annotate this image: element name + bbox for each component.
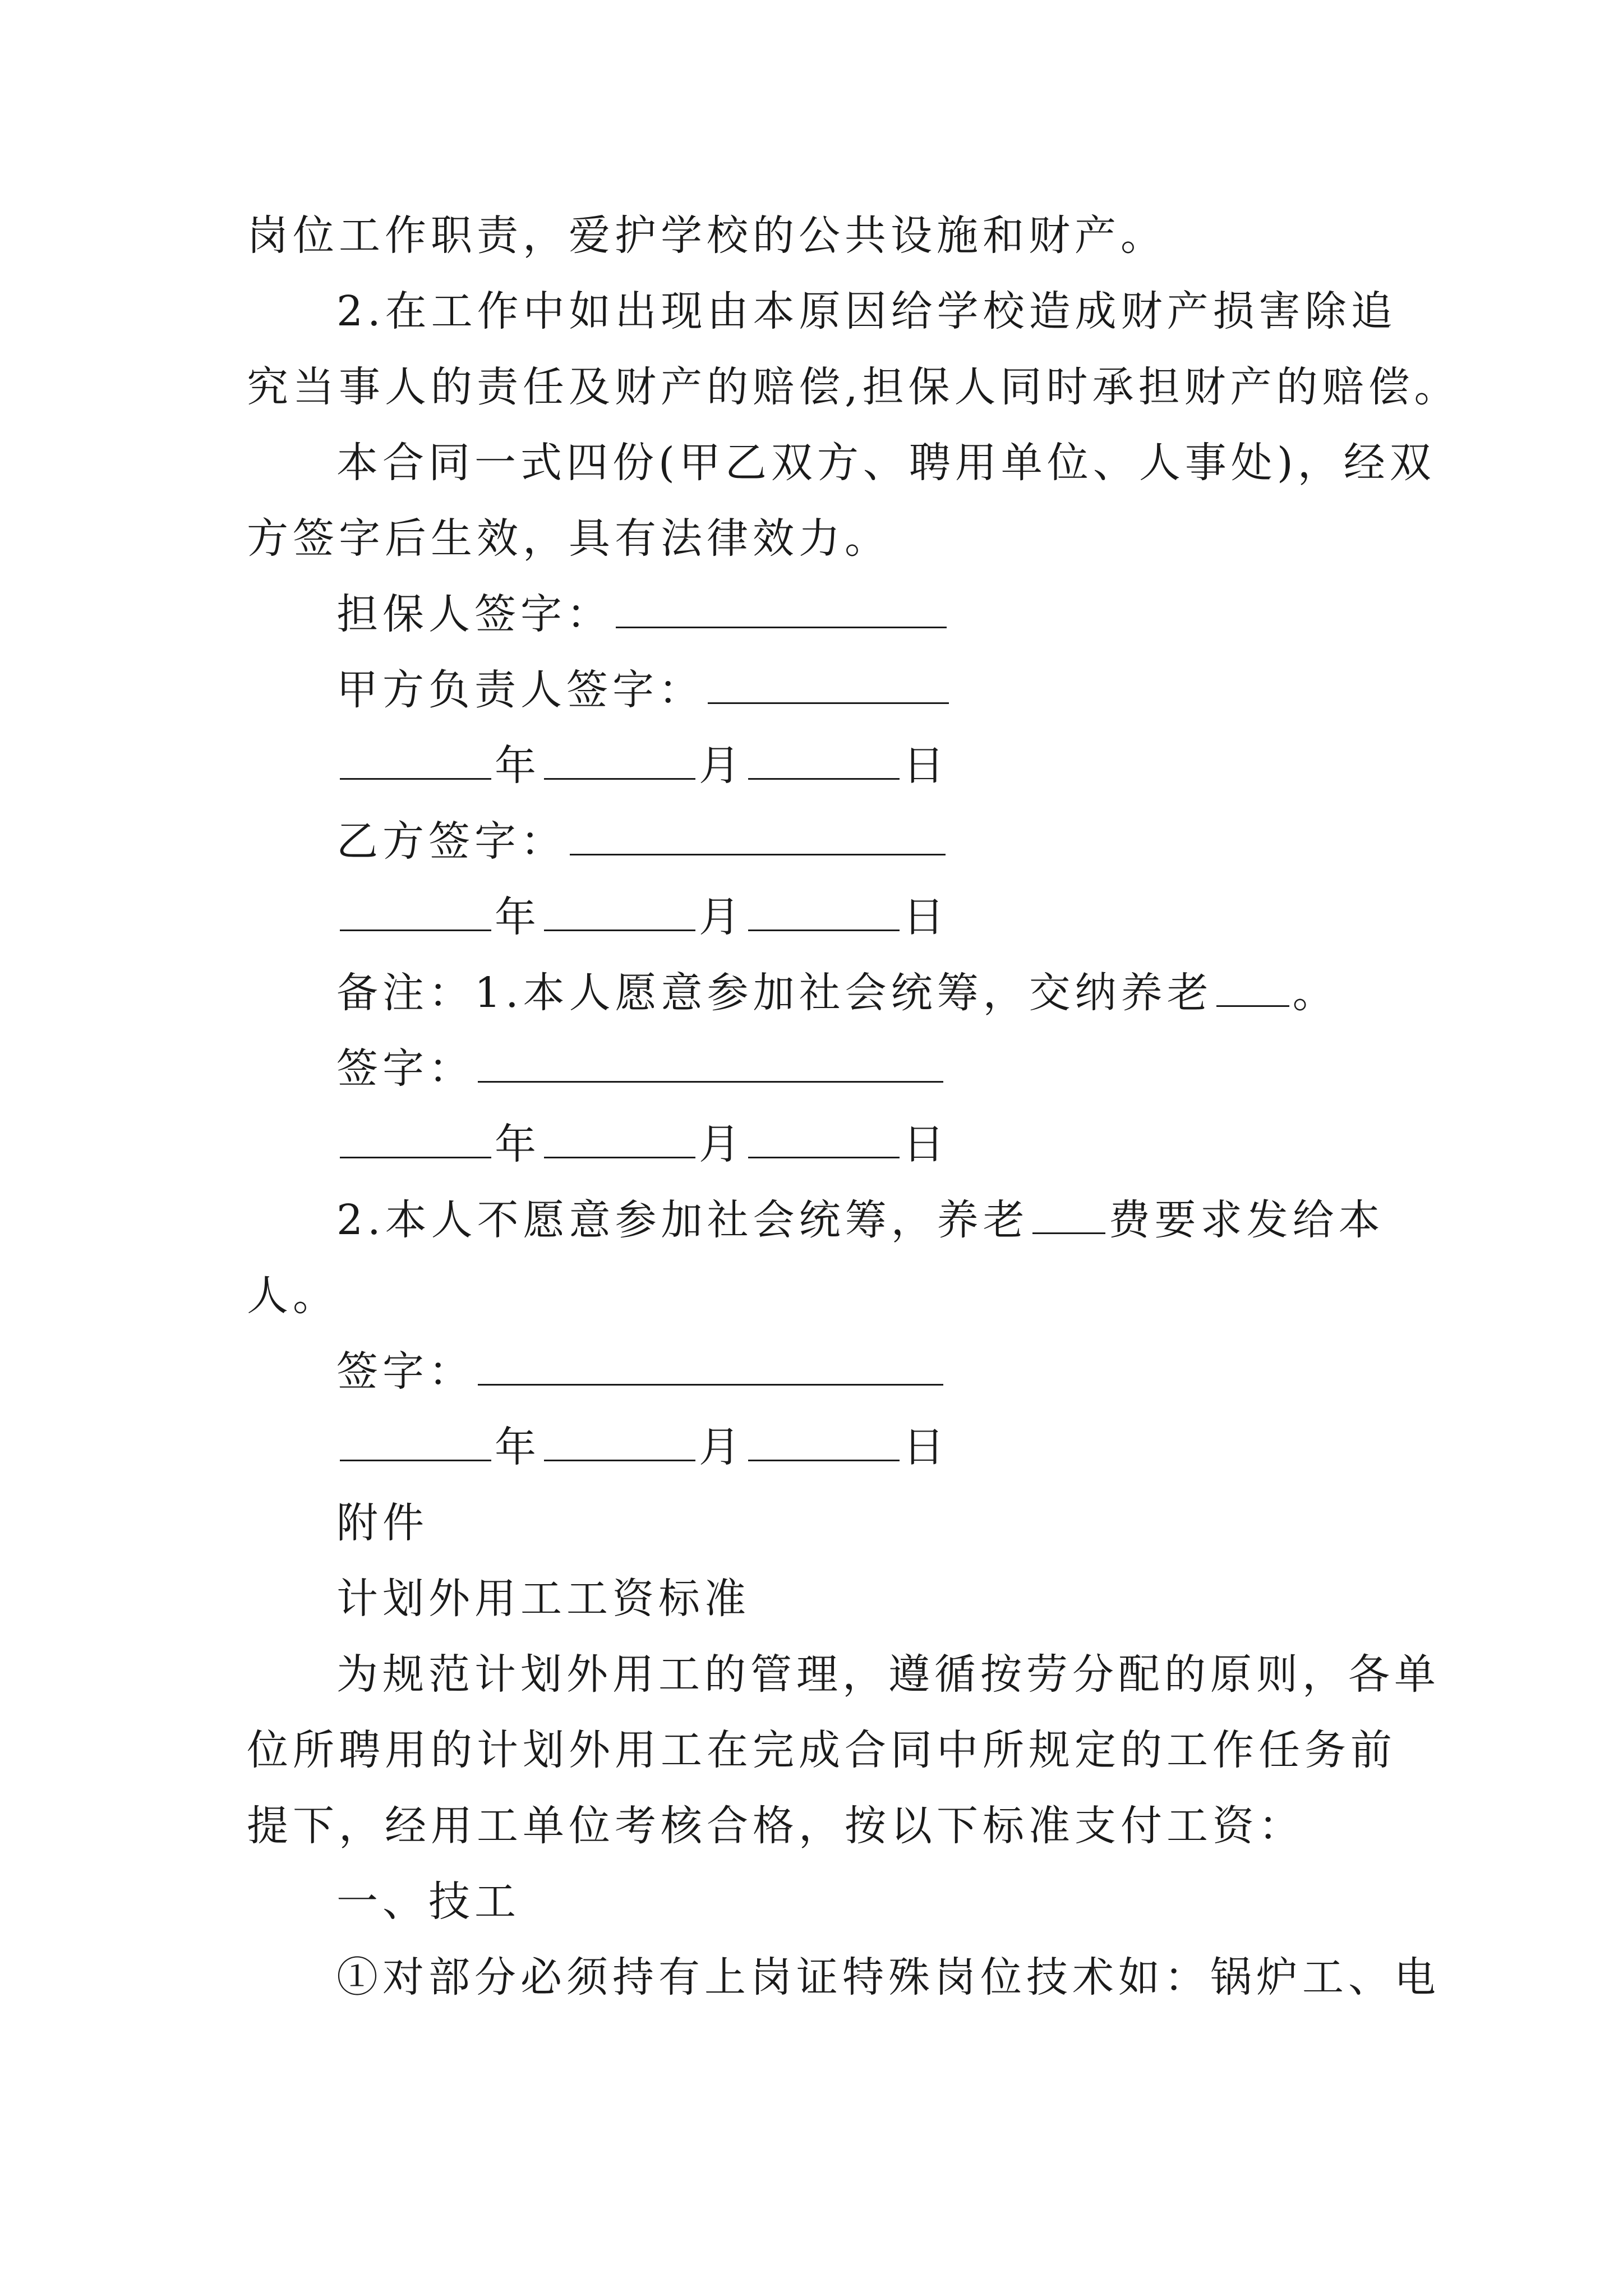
day-label: 日: [903, 1120, 949, 1168]
wage-intro-line-2: 位所聘用的计划外用工在完成合同中所规定的工作任务前: [247, 1726, 1396, 1774]
party-a-signature-label: 甲方负责人签字：: [336, 666, 704, 714]
year-label: 年: [495, 1423, 541, 1471]
note-2-suffix: 费要求发给本: [1108, 1196, 1385, 1244]
guarantor-signature-blank[interactable]: [616, 592, 947, 628]
section-heading-technician: 一、技工: [336, 1878, 520, 1926]
date-row: [336, 1116, 949, 1172]
party-a-signature-blank[interactable]: [708, 668, 949, 704]
month-label: 月: [699, 1423, 745, 1471]
note-2-line-2: 人。: [247, 1272, 339, 1320]
day-blank[interactable]: [748, 1122, 900, 1158]
month-blank[interactable]: [544, 1122, 695, 1158]
wage-standard-title: 计划外用工工资标准: [336, 1575, 750, 1623]
party-b-signature-blank[interactable]: [570, 819, 946, 855]
day-label: 日: [903, 1423, 949, 1471]
technician-item-1: ①对部分必须持有上岗证特殊岗位技术如：锅炉工、电: [336, 1953, 1440, 2001]
date-row: [336, 738, 949, 794]
year-label: 年: [495, 893, 541, 941]
note-1-suffix: 。: [1292, 969, 1339, 1017]
day-blank[interactable]: [748, 743, 900, 780]
signature-blank[interactable]: [478, 1046, 943, 1083]
date-row: [336, 1419, 949, 1475]
clause-2-line-2: 究当事人的责任及财产的赔偿,担保人同时承担财产的赔偿。: [247, 363, 1460, 411]
year-label: 年: [495, 1120, 541, 1168]
year-blank[interactable]: [340, 895, 491, 931]
month-blank[interactable]: [544, 1425, 695, 1461]
note-1-text: 备注：1.本人愿意参加社会统筹，交纳养老: [336, 969, 1213, 1017]
month-label: 月: [699, 1120, 745, 1168]
note-2-text: 2.本人不愿意参加社会统筹，养老: [336, 1196, 1029, 1244]
date-row: [336, 889, 949, 945]
party-a-signature-row: [336, 662, 952, 718]
signature-row: [336, 1041, 947, 1097]
wage-intro-line-3: 提下，经用工单位考核合格，按以下标准支付工资：: [247, 1802, 1304, 1850]
signature-row: [336, 1343, 947, 1400]
signature-label: 签字：: [336, 1045, 474, 1093]
clause-2-line-1: 2.在工作中如出现由本原因给学校造成财产损害除追: [336, 287, 1397, 335]
day-label: 日: [903, 742, 949, 790]
day-blank[interactable]: [748, 1425, 900, 1461]
party-b-signature-row: [336, 813, 949, 869]
month-label: 月: [699, 742, 745, 790]
copies-clause-line-2: 方签字后生效，具有法律效力。: [247, 514, 891, 563]
guarantor-signature-row: [336, 586, 950, 642]
year-blank[interactable]: [340, 1425, 491, 1461]
paragraph-line: 岗位工作职责，爱护学校的公共设施和财产。: [247, 211, 1166, 260]
year-blank[interactable]: [340, 743, 491, 780]
year-label: 年: [495, 742, 541, 790]
wage-intro-line-1: 为规范计划外用工的管理，遵循按劳分配的原则，各单: [336, 1650, 1440, 1699]
day-label: 日: [903, 893, 949, 941]
signature-label: 签字：: [336, 1347, 474, 1396]
year-blank[interactable]: [340, 1122, 491, 1158]
month-label: 月: [699, 893, 745, 941]
guarantor-signature-label: 担保人签字：: [336, 590, 612, 638]
note-1-blank[interactable]: [1216, 970, 1289, 1007]
attachment-heading: 附件: [336, 1499, 428, 1547]
party-b-signature-label: 乙方签字：: [336, 817, 566, 866]
note-2-row: [336, 1192, 1385, 1248]
note-2-blank[interactable]: [1032, 1198, 1105, 1234]
copies-clause-line-1: 本合同一式四份(甲乙双方、聘用单位、人事处)，经双: [336, 439, 1436, 487]
month-blank[interactable]: [544, 895, 695, 931]
month-blank[interactable]: [544, 743, 695, 780]
note-1-row: [336, 965, 1339, 1021]
day-blank[interactable]: [748, 895, 900, 931]
signature-blank[interactable]: [478, 1349, 943, 1386]
